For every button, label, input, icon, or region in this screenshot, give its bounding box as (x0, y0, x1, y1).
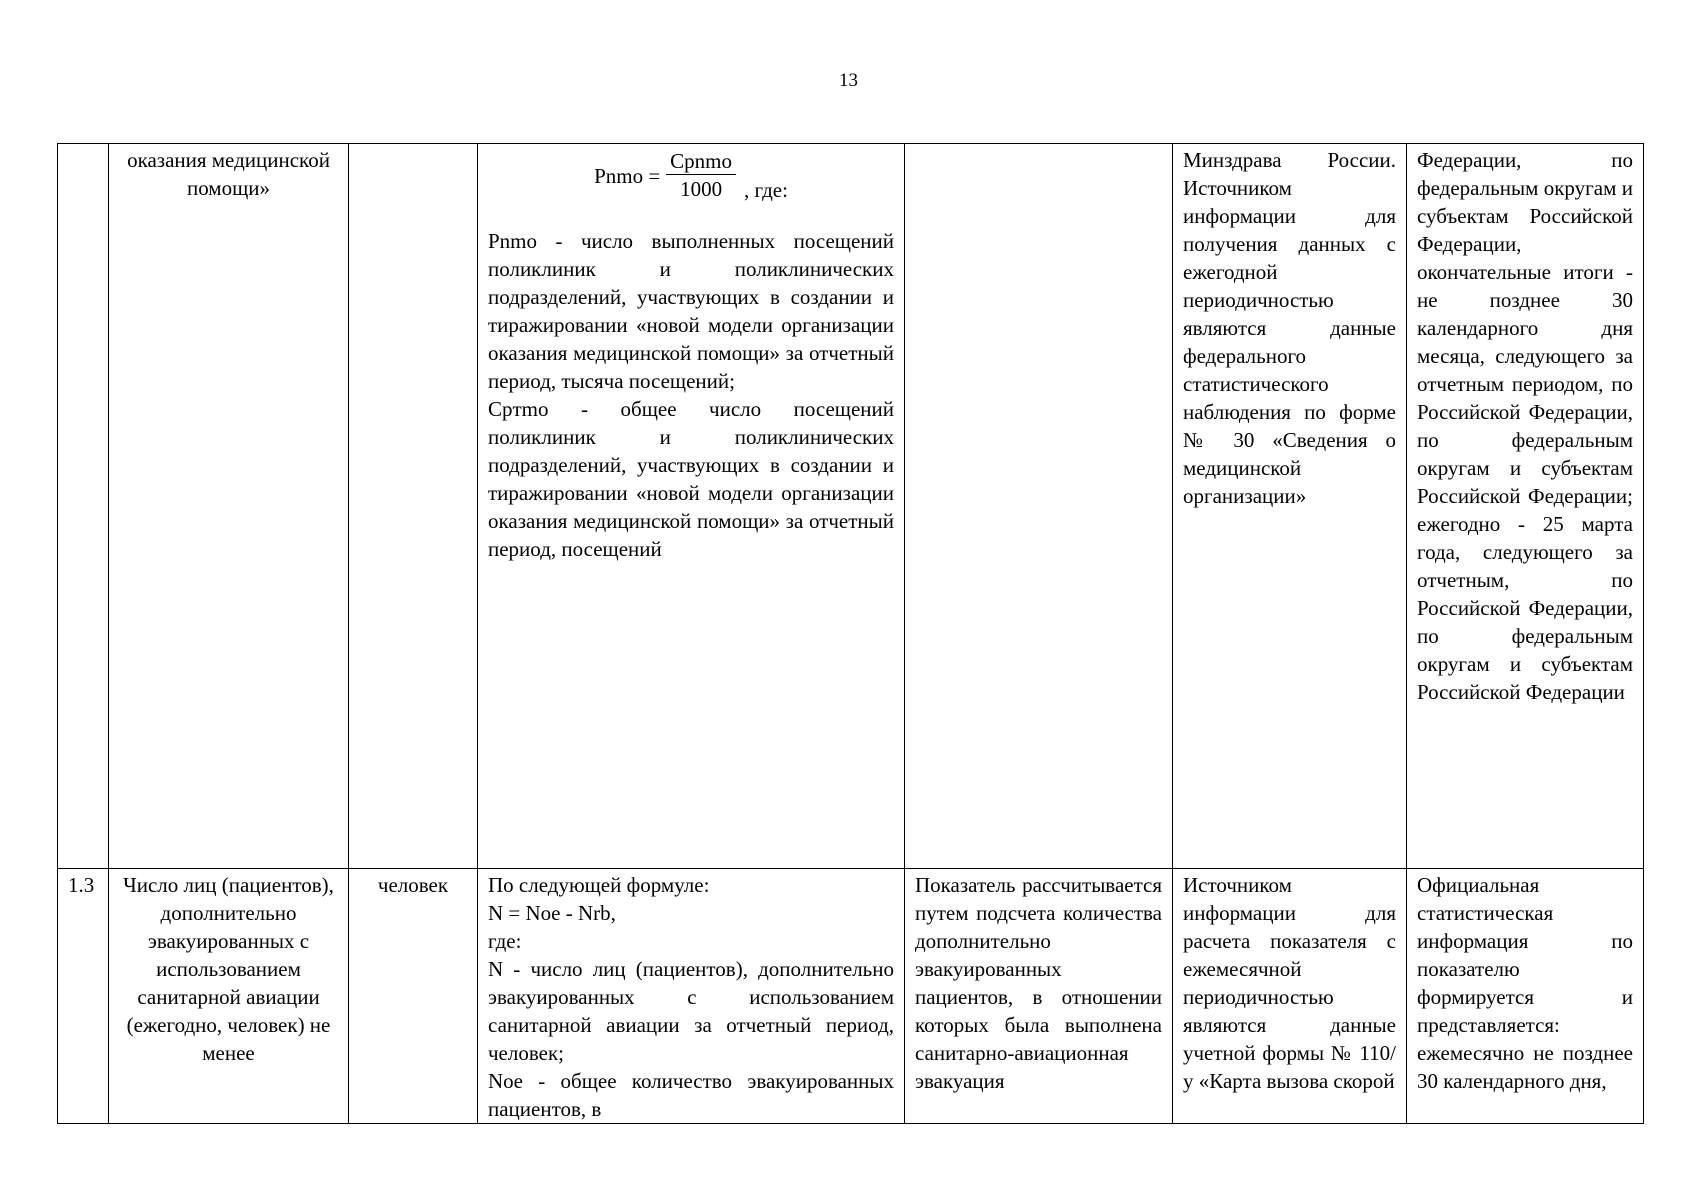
formula-definition: Noe - общее количество эвакуированных пациентов, в (488, 1069, 894, 1121)
calculation-method-cell (478, 869, 905, 1124)
formula-definition: N - число лиц (пациентов), дополнительно эвакуированных с использованием санитарной авиации за отчетный период, человек; (488, 957, 894, 1065)
table-row (58, 869, 1644, 1124)
formula-denominator: 1000 (680, 177, 723, 201)
formula-intro: По следующей формуле: (488, 873, 710, 897)
formula-fraction (666, 148, 736, 203)
row-number-cell (58, 144, 109, 869)
formula-definition: Pnmo - число выполненных посещений поликлиник и поликлинических подразделений, участвующих в создании и тиражировании «новой модели организации оказания медицинской помощи» за отчетный период, тысяча посещений; (488, 229, 894, 393)
formula-definition: Cpтmo - общее число посещений поликлиник и поликлинических подразделений, участвующих в создании и тиражировании «новой модели организации оказания медицинской помощи» за отчетный период, посещений (488, 397, 894, 561)
formula-lhs: Pnmo = (594, 163, 661, 188)
calculation-notes-cell (905, 144, 1173, 869)
reporting-schedule-cell: Федерации, по федеральным округам и субъектам Российской Федерации, окончательные итоги - не позднее 30 календарного дня месяца, следующего за отчетным периодом, по Российской Федерации, по федеральным округам и субъектам Российской Федерации; ежегодно - 25 марта года, следующего за отчетным, по Российской Федерации, по федеральным округам и субъектам Российской Федерации (1407, 144, 1644, 869)
reporting-schedule-cell: Официальная статистическая информация по показателю формируется и представляется: ежемесячно не позднее 30 календарного дня, (1407, 869, 1644, 1124)
formula (488, 146, 894, 227)
formula-expression: N = Noe - Nrb, (488, 901, 616, 925)
page-number: 13 (839, 70, 858, 91)
indicators-table (57, 143, 1644, 1124)
unit-cell: человек (349, 869, 478, 1124)
indicator-name-cell: оказания медицинской помощи» (109, 144, 349, 869)
data-source-cell: Минздрава России. Источником информации для получения данных с ежегодной периодичностью являются данные федерального статистического наблюдения по форме № 30 «Сведения о медицинской организации» (1173, 144, 1407, 869)
unit-cell (349, 144, 478, 869)
table-row (58, 144, 1644, 869)
formula-numerator: Cpnmo (666, 148, 736, 175)
formula-tail: , где: (744, 177, 788, 202)
data-source-cell: Источником информации для расчета показателя с ежемесячной периодичностью являются данные учетной формы № 110/у «Карта вызова скорой (1173, 869, 1407, 1124)
indicator-name-cell: Число лиц (пациентов), дополнительно эвакуированных с использованием санитарной авиации (ежегодно, человек) не менее (109, 869, 349, 1124)
calculation-method-cell (478, 144, 905, 869)
formula-where: где: (488, 929, 522, 953)
row-number-cell: 1.3 (58, 869, 109, 1124)
calculation-notes-cell: Показатель рассчитывается путем подсчета количества дополнительно эвакуированных пациентов, в отношении которых была выполнена санитарно-авиационная эвакуация (905, 869, 1173, 1124)
